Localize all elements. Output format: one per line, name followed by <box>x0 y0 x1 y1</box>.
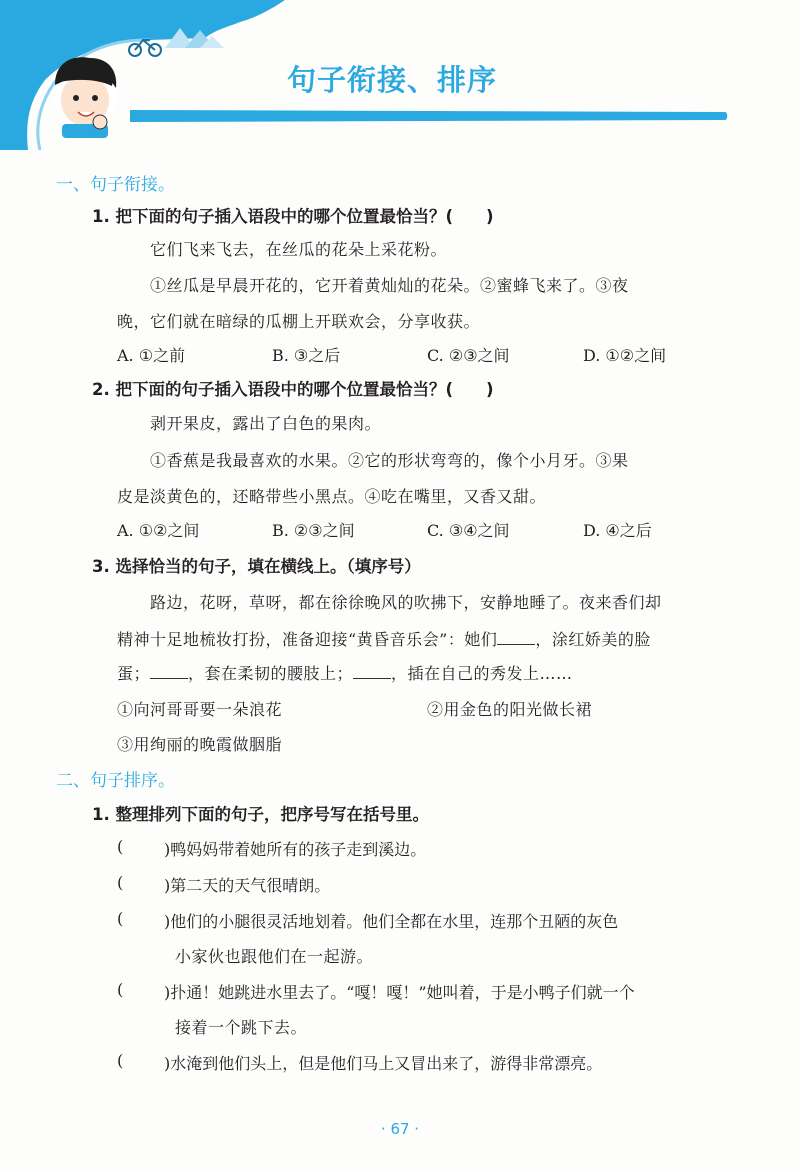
passage-text: 精神十足地梳妆打扮，准备迎接“黄昏音乐会”：她们 <box>117 630 498 649</box>
ordering-sentence-4: )扑通！她跳进水里去了。“嘎！嘎！”她叫着，于是小鸭子们就一个 <box>164 983 635 1002</box>
page-number: · 67 · <box>380 1120 420 1138</box>
question-1-option-d: D. ①②之间 <box>583 346 667 365</box>
passage-text: ，涂红娇美的脸 <box>535 630 651 649</box>
question-3-stem: 3. 选择恰当的句子，填在横线上。（填序号） <box>92 557 421 576</box>
ordering-sentence-3-cont: 小家伙也跟他们在一起游。 <box>175 947 374 966</box>
question-3-passage-line <box>117 627 651 650</box>
question-3-passage-line <box>117 661 573 684</box>
question-3-choice-1: ①向河哥哥要一朵浪花 <box>117 700 283 719</box>
ordering-question-stem: 1. 整理排列下面的句子，把序号写在括号里。 <box>92 805 429 824</box>
question-3-choice-2: ②用金色的阳光做长裙 <box>427 700 593 719</box>
page-header <box>0 0 800 150</box>
ordering-sentence-3: )他们的小腿很灵活地划着。他们全都在水里，连那个丑陋的灰色 <box>164 912 619 931</box>
question-2-paragraph-line: ①香蕉是我最喜欢的水果。②它的形状弯弯的，像个小月牙。③果 <box>150 451 629 470</box>
answer-blank[interactable] <box>353 664 391 679</box>
answer-paren-3[interactable]: ( <box>117 909 124 928</box>
answer-paren-4[interactable]: ( <box>117 980 124 999</box>
passage-text: ，套在柔韧的腰肢上； <box>188 664 354 683</box>
question-2-stem: 2. 把下面的句子插入语段中的哪个位置最恰当？( ) <box>92 380 494 399</box>
answer-paren-1[interactable]: ( <box>117 837 124 856</box>
ordering-sentence-4-cont: 接着一个跳下去。 <box>175 1018 308 1037</box>
question-2-paragraph-line: 皮是淡黄色的，还略带些小黑点。④吃在嘴里，又香又甜。 <box>117 487 547 506</box>
question-3-passage-line: 路边，花呀，草呀，都在徐徐晚风的吹拂下，安静地睡了。夜来香们却 <box>150 593 662 612</box>
section-heading-2: 二、句子排序。 <box>56 771 175 791</box>
question-3-choice-3: ③用绚丽的晚霞做胭脂 <box>117 735 283 754</box>
question-2-sentence: 剥开果皮，露出了白色的果肉。 <box>150 414 382 433</box>
question-2-option-d: D. ④之后 <box>583 521 652 540</box>
ordering-sentence-1: )鸭妈妈带着她所有的孩子走到溪边。 <box>164 840 427 859</box>
question-1-option-b: B. ③之后 <box>272 346 341 365</box>
question-1-option-a: A. ①之前 <box>117 346 186 365</box>
question-1-stem: 1. 把下面的句子插入语段中的哪个位置最恰当？( ) <box>92 207 494 226</box>
question-2-option-c: C. ③④之间 <box>427 521 510 540</box>
answer-paren-2[interactable]: ( <box>117 873 124 892</box>
question-1-paragraph-line: 晚，它们就在暗绿的瓜棚上开联欢会，分享收获。 <box>117 312 481 331</box>
bicycle-icon <box>129 40 161 56</box>
answer-paren-5[interactable]: ( <box>117 1051 124 1070</box>
ordering-sentence-2: )第二天的天气很晴朗。 <box>164 876 331 895</box>
passage-text: 蛋； <box>117 664 151 683</box>
answer-blank[interactable] <box>150 664 188 679</box>
question-1-paragraph-line: ①丝瓜是早晨开花的，它开着黄灿灿的花朵。②蜜蜂飞来了。③夜 <box>150 276 629 295</box>
boy-mascot-icon <box>53 57 117 138</box>
section-heading-1: 一、句子衔接。 <box>56 175 175 195</box>
ordering-sentence-5: )水淹到他们头上，但是他们马上又冒出来了，游得非常漂亮。 <box>164 1054 603 1073</box>
question-2-option-a: A. ①②之间 <box>117 521 200 540</box>
question-2-option-b: B. ②③之间 <box>272 521 355 540</box>
page-title: 句子衔接、排序 <box>287 63 498 97</box>
question-1-sentence: 它们飞来飞去，在丝瓜的花朵上采花粉。 <box>150 240 448 259</box>
passage-text: ，插在自己的秀发上…… <box>391 664 573 683</box>
question-1-option-c: C. ②③之间 <box>427 346 510 365</box>
answer-blank[interactable] <box>497 630 535 645</box>
